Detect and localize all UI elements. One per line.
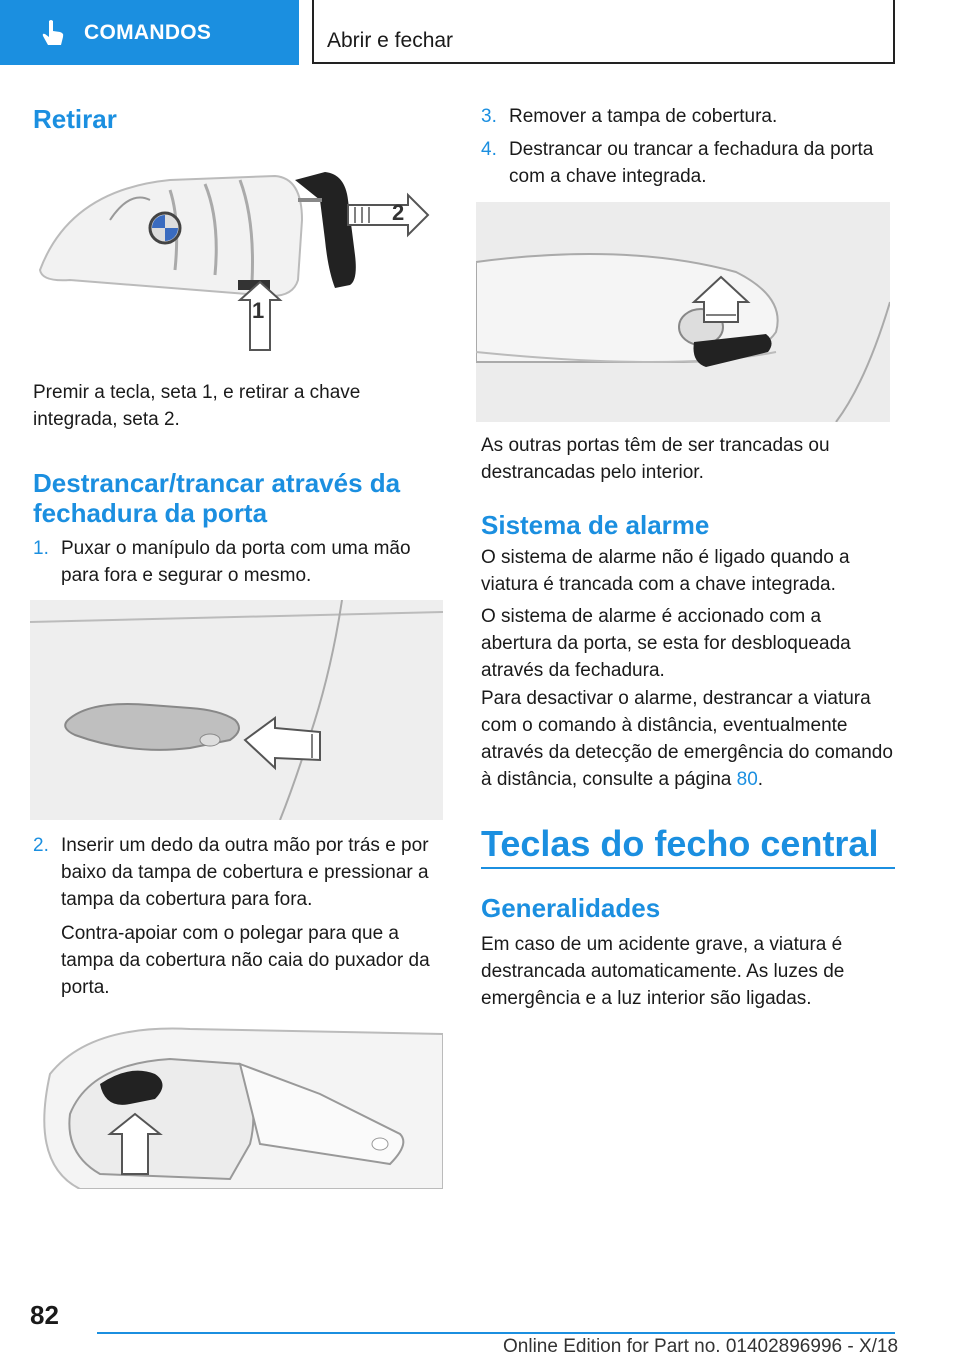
key-in-lock-figure	[476, 202, 890, 422]
section-tab[interactable]	[0, 0, 299, 65]
key-figure	[30, 160, 440, 355]
footer-rule	[97, 1332, 895, 1334]
step-number: 4.	[481, 139, 497, 160]
subsection-header	[312, 0, 895, 64]
hand-pointer-icon	[38, 18, 68, 48]
general-text: Em caso de um acidente grave, a viatura é destrancada automaticamente. As luzes de emergência e a luz interior são ligadas.	[481, 934, 845, 1009]
list-item-step-1	[33, 535, 443, 591]
step-number: 2.	[33, 835, 49, 856]
alarm-paragraph-2: O sistema de alarme é accionado com a abertura da porta, se esta for desbloqueada através da fechadura.	[481, 606, 851, 681]
step-text: Remover a tampa de cobertura.	[509, 106, 778, 127]
list-item-step-3	[481, 103, 895, 131]
page-number: 82	[30, 1300, 59, 1330]
step-note: Contra-apoiar com o polegar para que a tampa da cobertura não caia do puxador da porta.	[61, 923, 430, 998]
step-text: Puxar o manípulo da porta com uma mão para fora e segurar o mesmo.	[61, 538, 411, 586]
page-link-80[interactable]: 80	[736, 769, 758, 790]
step-number: 3.	[481, 106, 497, 127]
general-heading: Generalidades	[481, 893, 661, 923]
destrancar-heading: Destrancar/trancar através da fechadura da porta	[33, 468, 401, 528]
footer-edition: Online Edition for Part no. 01402896996 - X/18	[503, 1336, 899, 1357]
list-item-step-4	[481, 136, 895, 192]
cover-figure	[30, 1024, 443, 1189]
alarm-paragraph-3-end: .	[757, 769, 764, 790]
alarm-heading: Sistema de alarme	[481, 510, 710, 540]
retirar-heading: Retirar	[33, 104, 117, 134]
step-text: Destrancar ou trancar a fechadura da porta com a chave integrada.	[509, 139, 874, 187]
step-number: 1.	[33, 538, 49, 559]
alarm-paragraph-1: O sistema de alarme não é ligado quando a viatura é trancada com a chave integrada.	[481, 547, 850, 595]
retirar-text: Premir a tecla, seta 1, e retirar a chave integrada, seta 2.	[33, 382, 361, 430]
subsection-title: Abrir e fechar	[327, 29, 454, 52]
heading-rule	[481, 867, 895, 869]
other-doors-text: As outras portas têm de ser trancadas ou destrancadas pelo interior.	[481, 435, 830, 483]
central-locking-heading: Teclas do fecho central	[481, 823, 879, 864]
alarm-paragraph-3-text: Para desactivar o alarme, destrancar a viatura com o comando à distância, eventualmente através da detecção de emergência do comando à distância, consulte a página	[481, 688, 893, 790]
list-item-step-2	[33, 832, 443, 998]
door-handle-figure	[30, 600, 443, 820]
key-arrow-label-1: 1	[252, 298, 265, 323]
alarm-paragraph-3	[481, 685, 895, 793]
key-arrow-label-2: 2	[392, 200, 405, 225]
section-title: COMANDOS	[84, 20, 212, 44]
step-text: Inserir um dedo da outra mão por trás e por baixo da tampa de cobertura e pressionar a tampa da cobertura para fora.	[61, 835, 429, 910]
